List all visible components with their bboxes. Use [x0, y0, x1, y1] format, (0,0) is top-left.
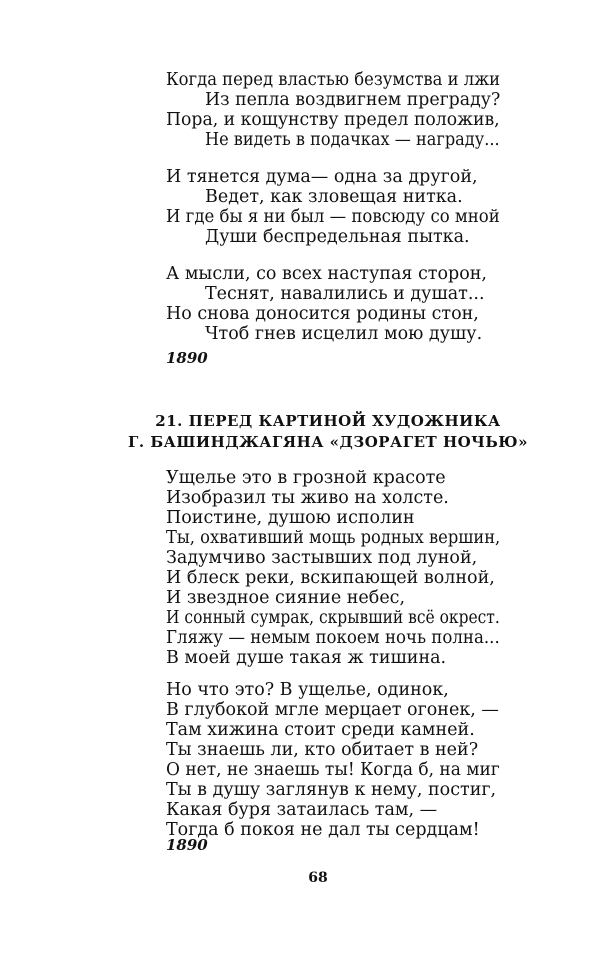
verse-line: Изобразил ты живо на холсте. [166, 488, 449, 508]
verse-line: Но что это? В ущелье, одинок, [166, 680, 449, 700]
verse-line: Пора, и кощунству предел положив, [166, 110, 500, 130]
verse-line: О нет, не знаешь ты! Когда б, на миг [166, 760, 500, 780]
verse-line: Ведет, как зловещая нитка. [205, 187, 463, 207]
verse-line: Задумчиво застывших под луной, [166, 548, 478, 568]
verse-line: И тянется дума— одна за другой, [166, 167, 478, 187]
verse-line: Тогда б покоя не дал ты сердцам! [166, 820, 480, 840]
poem-title-line: 21. ПЕРЕД КАРТИНОЙ ХУДОЖНИКА [155, 412, 501, 430]
page-number: 68 [308, 870, 328, 886]
verse-line: И где бы я ни был — повсюду со мной [166, 207, 500, 227]
poem-date: 1890 [166, 836, 208, 854]
verse-line: Чтоб гнев исцелил мою душу. [205, 324, 483, 344]
verse-line: Поистине, душою исполин [166, 508, 415, 528]
poem-date: 1890 [166, 349, 208, 367]
verse-line: Из пепла воздвигнем преграду? [205, 90, 501, 110]
verse-line: Гляжу — немым покоем ночь полна... [166, 628, 500, 648]
verse-line: В глубокой мгле мерцает огонек, — [166, 700, 499, 720]
verse-line: И блеск реки, вскипающей волной, [166, 568, 495, 588]
verse-line: А мысли, со всех наступая сторон, [166, 264, 487, 284]
verse-line: Не видеть в подачках — награду... [205, 130, 500, 150]
verse-line: В моей душе такая ж тишина. [166, 648, 447, 668]
verse-line: Души беспредельная пытка. [205, 227, 470, 247]
verse-line: Но снова доносится родины стон, [166, 304, 479, 324]
verse-line: Там хижина стоит среди камней. [166, 720, 475, 740]
verse-line: Ты знаешь ли, кто обитает в ней? [166, 740, 479, 760]
verse-line: Ты, охвативший мощь родных вершин, [166, 528, 501, 548]
verse-line: И звездное сияние небес, [166, 588, 406, 608]
verse-line: Когда перед властью безумства и лжи [166, 70, 501, 90]
poem-title-line: Г. БАШИНДЖАГЯНА «ДЗОРАГЕТ НОЧЬЮ» [128, 433, 528, 451]
verse-line: Теснят, навалились и душат... [205, 284, 485, 304]
verse-line: Ты в душу заглянув к нему, постиг, [166, 780, 497, 800]
verse-line: И сонный сумрак, скрывший всё окрест. [166, 608, 500, 628]
verse-line: Какая буря затаилась там, — [166, 800, 438, 820]
verse-line: Ущелье это в грозной красоте [166, 468, 446, 488]
